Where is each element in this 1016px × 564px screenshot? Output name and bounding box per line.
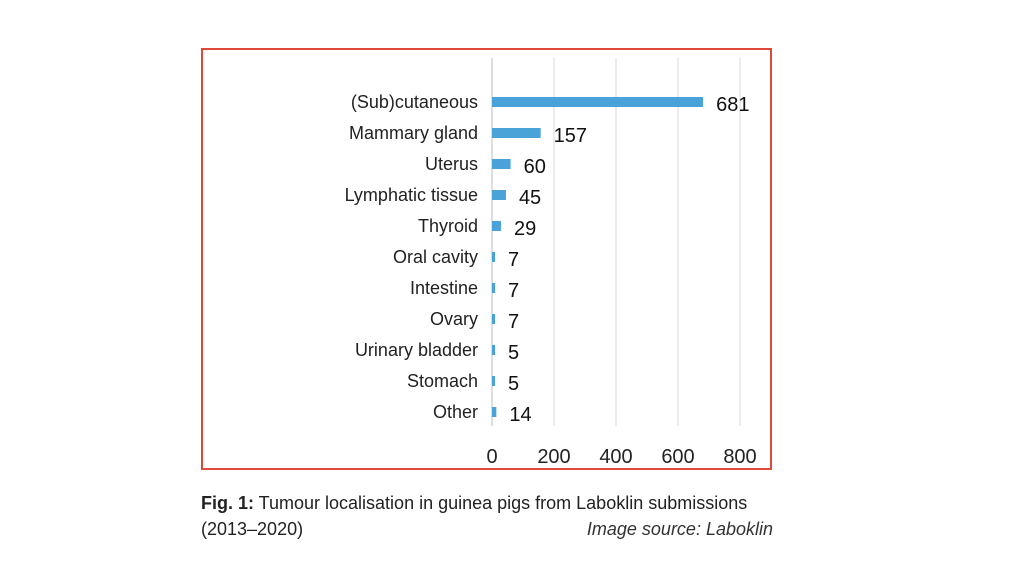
data-label: 681 <box>716 94 750 116</box>
chart-frame <box>201 48 772 470</box>
x-tick-label: 800 <box>723 446 757 468</box>
data-label: 5 <box>508 342 520 364</box>
category-label: (Sub)cutaneous <box>350 92 478 112</box>
bar <box>492 345 495 355</box>
data-label: 5 <box>508 373 520 395</box>
category-label: Oral cavity <box>392 247 478 267</box>
bar <box>492 283 495 293</box>
bar <box>492 128 541 138</box>
data-label: 7 <box>508 311 520 333</box>
bar <box>492 159 511 169</box>
data-label: 14 <box>509 404 532 426</box>
category-label: Stomach <box>406 371 478 391</box>
data-label: 157 <box>553 125 588 147</box>
category-label: Other <box>432 402 478 422</box>
category-label: Lymphatic tissue <box>344 185 478 205</box>
category-label: Ovary <box>429 309 478 329</box>
category-label: Urinary bladder <box>354 340 478 360</box>
bar <box>492 190 506 200</box>
x-tick-label: 0 <box>486 446 498 468</box>
image-source: Image source: Laboklin <box>586 519 773 539</box>
bar <box>492 376 495 386</box>
data-label: 45 <box>518 187 542 209</box>
bar <box>492 407 496 417</box>
x-tick-label: 400 <box>599 446 633 468</box>
data-label: 7 <box>508 280 520 302</box>
bar <box>492 97 703 107</box>
bar <box>492 252 495 262</box>
data-label: 29 <box>513 218 537 240</box>
caption-label: Fig. 1: <box>201 493 254 513</box>
caption-text: Tumour localisation in guinea pigs from Laboklin submissions (2013–2020) <box>201 493 748 539</box>
data-label: 7 <box>508 249 520 271</box>
category-label: Mammary gland <box>348 123 478 143</box>
x-tick-label: 600 <box>661 446 695 468</box>
category-label: Uterus <box>424 154 478 174</box>
bar <box>492 221 501 231</box>
category-label: Thyroid <box>417 216 478 236</box>
bar-chart <box>203 50 770 468</box>
category-label: Intestine <box>409 278 478 298</box>
data-label: 60 <box>523 156 546 178</box>
bar <box>492 314 495 324</box>
figure-caption <box>201 490 781 542</box>
x-tick-label: 200 <box>537 446 571 468</box>
